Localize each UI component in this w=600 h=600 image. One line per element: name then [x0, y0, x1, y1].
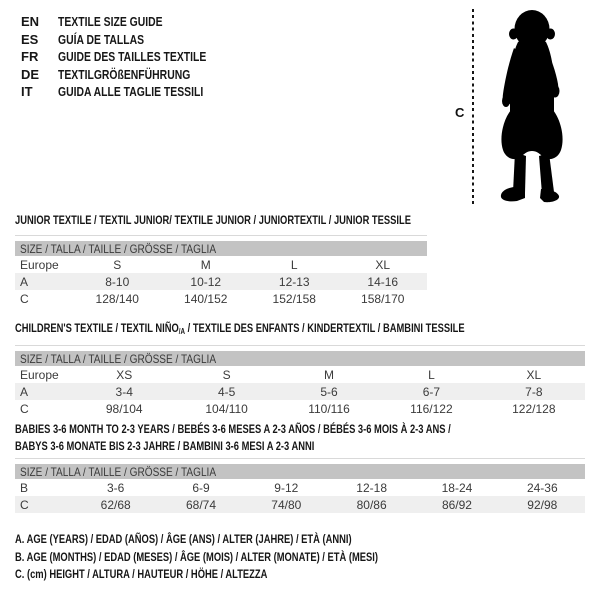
row-label: B	[20, 480, 29, 495]
table-row	[15, 383, 585, 400]
table-cell: 80/86	[356, 497, 387, 512]
children-size-table	[15, 345, 585, 417]
table-cell: 10-12	[190, 274, 222, 289]
row-label: A	[20, 274, 29, 289]
language-title-list	[21, 13, 243, 101]
table-cell: XS	[116, 367, 133, 382]
babies-section-title: BABIES 3-6 MONTH TO 2-3 YEARS / BEBÉS 3-6 MESES A 2-3 AÑOS / BÉBÉS 3-6 MOIS À 2-3 ANS / BABYS 3-6 MONATE BIS 2-3 JAHRE / BAMBINI 3-6 MESI A 2-3 ANNI	[15, 422, 451, 453]
footnote-a: A. AGE (YEARS) / EDAD (AÑOS) / ÂGE (ANS) / ALTER (JAHRE) / ETÀ (ANNI)	[15, 532, 352, 546]
table-cell: 7-8	[525, 384, 543, 399]
table-row	[15, 496, 585, 513]
table-cell: M	[200, 257, 211, 272]
children-section-title: CHILDREN'S TEXTILE / TEXTIL $NIÑO_{/A}$ / TEXTILE DES ENFANTS / KINDERTEXTIL / BAMBINI TESSILE	[15, 321, 465, 336]
babies-table-rows	[15, 479, 585, 513]
table-cell: 14-16	[367, 274, 399, 289]
table-cell: 18-24	[441, 480, 473, 495]
row-label: C	[20, 401, 29, 416]
footnote-c: C. (cm) HEIGHT / ALTURA / HAUTEUR / HÖHE / ALTEZZA	[15, 567, 268, 581]
size-header-bar: SIZE / TALLA / TAILLE / GRÖSSE / TAGLIA	[15, 351, 585, 366]
table-cell: 3-4	[115, 384, 133, 399]
table-row	[15, 479, 585, 496]
table-cell: 110/116	[308, 401, 350, 416]
table-cell: 92/98	[527, 497, 558, 512]
row-label: Europe	[20, 257, 59, 272]
table-cell: 6-9	[192, 480, 210, 495]
language-row	[21, 83, 243, 101]
table-cell: S	[222, 367, 231, 382]
table-cell: XL	[375, 257, 391, 272]
language-code: FR	[21, 49, 39, 65]
language-title: GUIDE DES TAILLES TEXTILE	[58, 49, 207, 65]
table-cell: 5-6	[320, 384, 338, 399]
table-cell: 6-7	[422, 384, 441, 399]
height-measure-label: C	[455, 105, 465, 120]
language-title: TEXTILE SIZE GUIDE	[58, 14, 163, 30]
table-row	[15, 290, 427, 307]
junior-table-rows	[15, 256, 427, 307]
table-cell: S	[113, 257, 122, 272]
row-label: C	[20, 291, 29, 306]
table-cell: 74/80	[271, 497, 302, 512]
language-row	[21, 31, 243, 49]
table-cell: 8-10	[105, 274, 130, 289]
table-cell: 116/122	[410, 401, 453, 416]
size-header-bar: SIZE / TALLA / TAILLE / GRÖSSE / TAGLIA	[15, 464, 585, 479]
row-label: A	[20, 384, 29, 399]
language-code: ES	[21, 31, 39, 47]
table-row	[15, 400, 585, 417]
table-row	[15, 273, 427, 290]
babies-size-table	[15, 458, 585, 513]
language-code: EN	[21, 14, 40, 30]
children-table-rows	[15, 366, 585, 417]
table-cell: 68/74	[185, 497, 216, 512]
table-cell: 104/110	[205, 401, 248, 416]
height-measure-line	[472, 9, 474, 206]
language-row	[21, 66, 243, 84]
table-cell: 12-18	[356, 480, 387, 495]
table-cell: 86/92	[441, 497, 472, 512]
size-header-bar: SIZE / TALLA / TAILLE / GRÖSSE / TAGLIA	[15, 241, 427, 256]
table-cell: 62/68	[100, 497, 131, 512]
footnote-legend	[15, 532, 480, 585]
table-cell: 4-5	[217, 384, 236, 399]
table-cell: 128/140	[95, 291, 139, 306]
subscript-a: /A	[178, 327, 186, 336]
row-label: Europe	[20, 367, 59, 382]
table-cell: M	[324, 367, 335, 382]
table-cell: L	[428, 367, 435, 382]
footnote-b: B. AGE (MONTHS) / EDAD (MESES) / ÂGE (MOIS) / ALTER (MONATE) / ETÀ (MESI)	[15, 549, 378, 564]
table-cell: 3-6	[106, 480, 125, 495]
language-row	[21, 48, 243, 66]
junior-section-title: JUNIOR TEXTILE / TEXTIL JUNIOR/ TEXTILE JUNIOR / JUNIORTEXTIL / JUNIOR TESSILE	[15, 213, 411, 227]
table-cell: 9-12	[274, 480, 299, 495]
language-code: IT	[21, 84, 33, 100]
table-cell: 98/104	[105, 401, 143, 416]
table-cell: 24-36	[526, 480, 558, 495]
table-row	[15, 256, 427, 273]
table-row	[15, 366, 585, 383]
language-title: GUÍA DE TALLAS	[58, 31, 145, 47]
junior-size-table	[15, 235, 427, 307]
table-cell: 152/158	[272, 291, 316, 306]
table-cell: 140/152	[184, 291, 228, 306]
language-code: DE	[21, 66, 40, 82]
language-title: TEXTILGRÖßENFÜHRUNG	[58, 66, 191, 82]
table-cell: 12-13	[278, 274, 310, 289]
table-cell: 122/128	[512, 401, 556, 416]
table-cell: L	[290, 257, 298, 272]
row-label: C	[20, 497, 29, 512]
language-title: GUIDA ALLE TAGLIE TESSILI	[58, 84, 204, 100]
language-row	[21, 13, 243, 31]
baby-silhouette	[487, 6, 579, 206]
table-cell: 158/170	[361, 291, 405, 306]
table-cell: XL	[526, 367, 542, 382]
